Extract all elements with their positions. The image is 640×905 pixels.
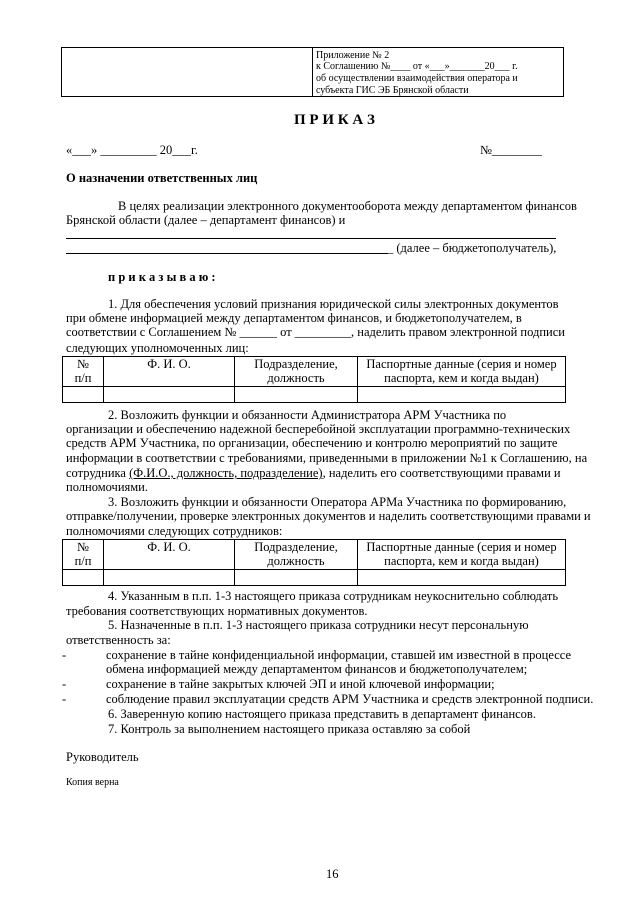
bullet-marker: - [62,648,67,662]
appendix-line-4: субъекта ГИС ЭБ Брянской области [316,85,469,96]
col-num-2: п/п [74,371,92,385]
operators-table [62,539,566,586]
intro-line-2: Брянской области (далее – департамент финансов) и [66,213,346,227]
col-fio: Ф. И. О. [147,357,191,371]
col-passport-1: Паспортные данные (серия и номер [366,357,557,371]
bullet-2: сохранение в тайне закрытых ключей ЭП и иной ключевой информации; [106,677,495,691]
col-passport-1: Паспортные данные (серия и номер [366,540,557,554]
copy-note: Копия верна [66,777,119,788]
item3-line-3: полномочиями следующих сотрудников: [66,524,283,538]
item2-line-5a: сотрудника [66,466,130,480]
bullet-1-line-1: сохранение в тайне конфиденциальной информации, ставшей им известной в процессе [106,648,572,662]
col-passport-2: паспорта, кем и когда выдан) [384,554,539,568]
placeholder-fio: (Ф.И.О., должность, подразделение) [129,466,323,480]
item3-line-1: 3. Возложить функции и обязанности Оператора АРМа Участника по формированию, [108,495,567,509]
header-divider [312,48,313,96]
col-fio: Ф. И. О. [147,540,191,554]
blank-line-2 [66,253,388,254]
number-line: №________ [480,143,542,157]
intro-line-4: _ (далее – бюджетополучатель), [387,241,557,255]
item6: 6. Заверенную копию настоящего приказа представить в департамент финансов. [108,707,536,721]
col-dept-2: должность [267,554,325,568]
date-line: «___» _________ 20___г. [66,143,198,157]
table-row [63,570,566,586]
item5-line-2: ответственность за: [66,633,171,647]
bullet-3: соблюдение правил эксплуатации средств АРМ Участника и средств электронной подписи. [106,692,594,706]
item2-line-5b: , наделить его соответствующими правами и [322,466,561,480]
intro-line-1: В целях реализации электронного документооборота между департаментом финансов [118,199,577,213]
item2-line-6: полномочиями. [66,480,149,494]
item3-line-2: отправке/получении, проверке электронных документов и наделить соответствующими правами и [66,509,591,523]
item2-line-1: 2. Возложить функции и обязанности Администратора АРМ Участника по [108,408,507,422]
appendix-line-3: об осуществлении взаимодействия оператора и [316,73,518,84]
document-title: П Р И К А З [294,112,375,128]
item5-line-1: 5. Назначенные в п.п. 1-3 настоящего приказа сотрудники несут персональную [108,618,529,632]
blank-line-1 [66,238,556,239]
col-num-2: п/п [74,554,92,568]
subject-heading: О назначении ответственных лиц [66,171,258,185]
col-num-1: № [77,357,89,371]
authorized-persons-table [62,356,566,403]
signature-label: Руководитель [66,750,139,764]
item1-line-1: 1. Для обеспечения условий признания юридической силы электронных документов [108,297,559,311]
col-dept-1: Подразделение, [254,357,338,371]
col-num-1: № [77,540,89,554]
col-passport-2: паспорта, кем и когда выдан) [384,371,539,385]
order-word: п р и к а з ы в а ю : [108,270,216,284]
item1-line-3: соответствии с Соглашением № ______ от _________, наделить правом электронной подписи [66,325,565,339]
item4-line-1: 4. Указанным в п.п. 1-3 настоящего приказа сотрудникам неукоснительно соблюдать [108,589,559,603]
bullet-marker: - [62,692,67,706]
item2-line-3: средств АРМ Участника, по организации, обеспечению и контролю мероприятий по защите [66,436,558,450]
item7: 7. Контроль за выполнением настоящего приказа оставляю за собой [108,722,471,736]
item4-line-2: требования соответствующих нормативных документов. [66,604,368,618]
appendix-header-box [61,47,564,97]
bullet-1-line-2: обмена информацией между департаментом финансов и бюджетополучателем; [106,662,528,676]
item2-line-2: организации и обеспечению надежной бесперебойной эксплуатации программно-технических [66,422,571,436]
item1-line-4: следующих уполномоченных лиц: [66,341,249,355]
page-number: 16 [326,867,339,881]
col-dept-2: должность [267,371,325,385]
appendix-line-1: Приложение № 2 [316,50,390,61]
appendix-line-2: к Соглашению №____ от «___»_______20___ г. [316,61,518,72]
table-row [63,387,566,403]
item1-line-2: при обмене информацией между департаментом финансов, и бюджетополучателем, в [66,311,522,325]
bullet-marker: - [62,677,67,691]
col-dept-1: Подразделение, [254,540,338,554]
item2-line-4: информации в соответствии с требованиями, приведенными в приложении №1 к Соглашению, на [66,451,588,465]
item2-line-5 [66,466,561,480]
